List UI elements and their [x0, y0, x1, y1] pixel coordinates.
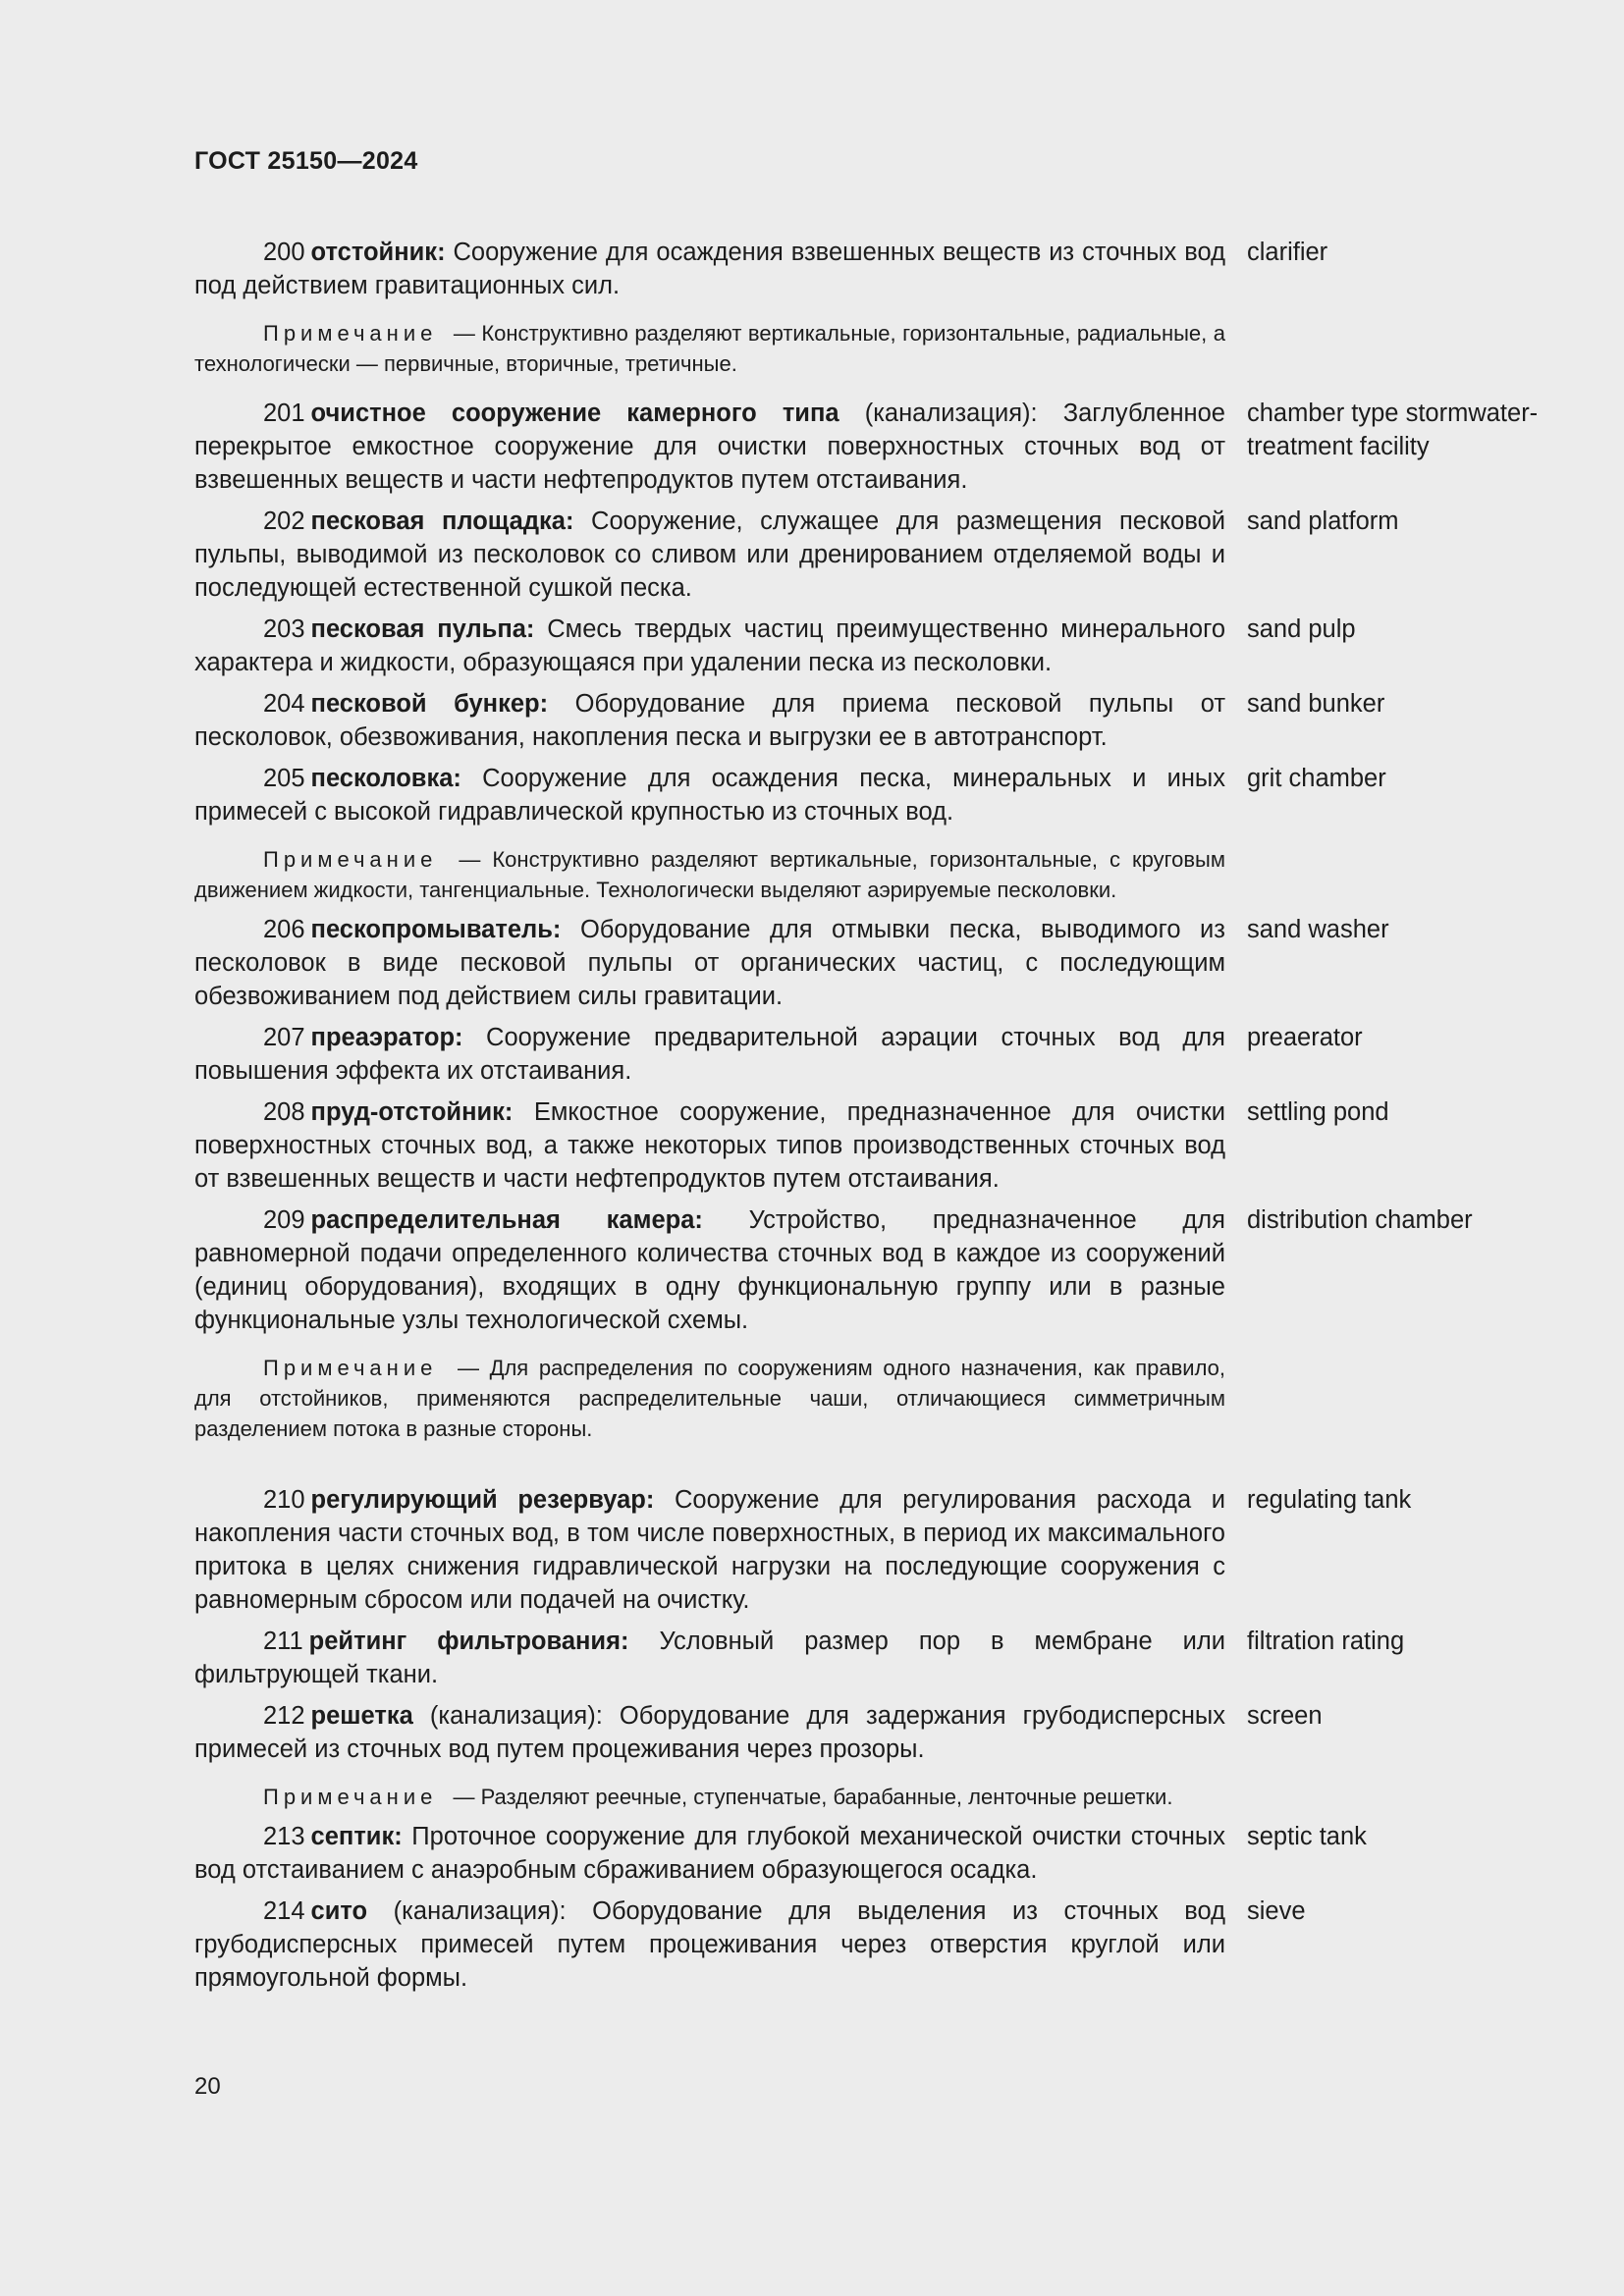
term-entry [194, 1625, 1589, 1691]
term-definition [194, 1699, 1225, 1766]
english-equivalent: settling pond [1247, 1098, 1389, 1126]
term-definition [194, 613, 1225, 679]
english-equivalent: septic tank [1247, 1823, 1367, 1850]
english-equivalent: filtration rating [1247, 1628, 1405, 1655]
term-entry [194, 1203, 1589, 1337]
term-entry [194, 613, 1589, 679]
english-equivalent: screen [1247, 1702, 1323, 1730]
term-definition-text: Проточное сооружение для глубокой механической очистки сточных вод отстаиванием с анаэробным сбраживанием образующегося осадка. [194, 1823, 1225, 1884]
term-entry [194, 913, 1589, 1013]
document-header: ГОСТ 25150—2024 [194, 147, 418, 175]
term-name: распределительная камера: [310, 1206, 703, 1234]
term-definition-text: Сооружение предварительной аэрации сточных вод для повышения эффекта их отстаивания. [194, 1024, 1225, 1085]
term-definition-text: Оборудование для отмывки песка, выводимого из песколовок в виде песковой пульпы от органических частиц, с последующим обезвоживанием под действием силы гравитации. [194, 916, 1225, 1010]
term-definition [194, 762, 1225, 828]
term-name: решетка [310, 1702, 413, 1730]
term-definition-text: (канализация): Оборудование для выделения из сточных вод грубодисперсных примесей путем процеживания через отверстия круглой или прямоугольной формы. [194, 1897, 1225, 1992]
term-number: 204 [263, 690, 305, 718]
term-definition-text: Смесь твердых частиц преимущественно минерального характера и жидкости, образующаяся при удалении песка из песколовки. [194, 615, 1225, 676]
english-equivalent: distribution chamber [1247, 1206, 1473, 1234]
note-label: Примечание [263, 1356, 438, 1380]
term-definition [194, 1203, 1225, 1337]
term-name: преаэратор: [310, 1024, 463, 1051]
note-body: — Разделяют реечные, ступенчатые, барабанные, ленточные решетки. [447, 1785, 1173, 1809]
term-number: 213 [263, 1823, 305, 1850]
term-name: септик: [310, 1823, 403, 1850]
note-text [194, 1782, 1225, 1812]
english-equivalent: sieve [1247, 1897, 1306, 1925]
term-number: 203 [263, 615, 305, 643]
note [194, 1782, 1589, 1812]
term-name: песколовка: [310, 765, 461, 792]
english-equivalent: sand platform [1247, 507, 1399, 535]
term-number: 205 [263, 765, 305, 792]
term-definition [194, 505, 1225, 605]
term-definition [194, 913, 1225, 1013]
english-equivalent: sand bunker [1247, 690, 1385, 718]
term-number: 200 [263, 239, 305, 266]
term-definition [194, 397, 1225, 497]
term-definition [194, 1095, 1225, 1196]
note-label: Примечание [263, 847, 438, 872]
term-number: 206 [263, 916, 305, 943]
page-number: 20 [194, 2073, 221, 2100]
term-entry [194, 236, 1589, 302]
term-definition-text: Условный размер пор в мембране или фильтрующей ткани. [194, 1628, 1225, 1688]
term-entry [194, 1699, 1589, 1766]
note-body: — Для распределения по сооружениям одного назначения, как правило, для отстойников, применяются распределительные чаши, отличающиеся симметричным разделением потока в разные стороны. [194, 1356, 1225, 1441]
note-body: — Конструктивно разделяют вертикальные, горизонтальные, радиальные, а технологически — первичные, вторичные, третичные. [194, 321, 1225, 376]
term-entry [194, 1483, 1589, 1617]
term-name: рейтинг фильтрования: [308, 1628, 629, 1655]
note [194, 318, 1589, 379]
term-definition-text: Оборудование для приема песковой пульпы от песколовок, обезвоживания, накопления песка и выгрузки ее в автотранспорт. [194, 690, 1225, 751]
term-name: сито [310, 1897, 368, 1925]
english-equivalent: sand pulp [1247, 615, 1356, 643]
term-definition [194, 1483, 1225, 1617]
term-number: 212 [263, 1702, 305, 1730]
note-text [194, 318, 1225, 379]
term-entry [194, 1095, 1589, 1196]
note [194, 1353, 1589, 1444]
term-entry [194, 1820, 1589, 1887]
english-equivalent: preaerator [1247, 1024, 1363, 1051]
term-number: 202 [263, 507, 305, 535]
note-text [194, 1353, 1225, 1444]
term-definition [194, 1895, 1225, 1995]
term-number: 201 [263, 400, 305, 427]
english-equivalent: sand washer [1247, 916, 1389, 943]
english-equivalent: chamber type stormwater-treatment facility [1247, 400, 1539, 460]
term-name: регулирующий резервуар: [310, 1486, 655, 1514]
term-definition-text: Сооружение для осаждения взвешенных веществ из сточных вод под действием гравитационных сил. [194, 239, 1225, 299]
term-definition [194, 1820, 1225, 1887]
note-label: Примечание [263, 1785, 438, 1809]
term-definition [194, 236, 1225, 302]
term-entry [194, 1021, 1589, 1088]
note-label: Примечание [263, 321, 438, 346]
term-entry [194, 1895, 1589, 1995]
term-entry [194, 505, 1589, 605]
term-entry [194, 687, 1589, 754]
term-definition-text: Сооружение, служащее для размещения песковой пульпы, выводимой из песколовок со сливом или дренированием отделяемой воды и последующей естественной сушкой песка. [194, 507, 1226, 602]
terms-list [194, 236, 1589, 1995]
term-number: 211 [263, 1628, 303, 1655]
term-name: песковая пульпа: [310, 615, 535, 643]
english-equivalent: regulating tank [1247, 1486, 1412, 1514]
term-definition-text: (канализация): Оборудование для задержания грубодисперсных примесей из сточных вод путем процеживания через прозоры. [194, 1702, 1225, 1763]
term-definition-text: Устройство, предназначенное для равномерной подачи определенного количества сточных вод в каждое из сооружений (единиц оборудования), входящих в одну функциональную группу или в разные функциональные узлы технологической схемы. [194, 1206, 1225, 1334]
term-number: 210 [263, 1486, 305, 1514]
note-body: — Конструктивно разделяют вертикальные, горизонтальные, с круговым движением жидкости, тангенциальные. Технологически выделяют аэрируемые песколовки. [194, 847, 1225, 902]
term-name: пескопромыватель: [310, 916, 562, 943]
term-definition [194, 1021, 1225, 1088]
term-definition [194, 1625, 1225, 1691]
term-name: песковая площадка: [310, 507, 574, 535]
term-definition-text: Емкостное сооружение, предназначенное для очистки поверхностных сточных вод, а также некоторых типов производственных сточных вод от взвешенных веществ и части нефтепродуктов путем отстаивания. [194, 1098, 1225, 1193]
term-number: 207 [263, 1024, 305, 1051]
english-equivalent: clarifier [1247, 239, 1328, 266]
term-name: отстойник: [310, 239, 446, 266]
term-name: очистное сооружение камерного типа [310, 400, 839, 427]
term-name: песковой бункер: [310, 690, 549, 718]
term-definition-text: Сооружение для регулирования расхода и накопления части сточных вод, в том числе поверхностных, в период их максимального притока в целях снижения гидравлической нагрузки на последующие сооружения с равномерным сбросом или подачей на очистку. [194, 1486, 1226, 1614]
term-definition-text: (канализация): Заглубленное перекрытое емкостное сооружение для очистки поверхностных сточных вод от взвешенных веществ и части нефтепродуктов путем отстаивания. [194, 400, 1225, 494]
term-number: 209 [263, 1206, 305, 1234]
note [194, 844, 1589, 905]
term-number: 208 [263, 1098, 305, 1126]
english-equivalent: grit chamber [1247, 765, 1386, 792]
term-entry [194, 397, 1589, 497]
term-definition [194, 687, 1225, 754]
term-definition-text: Сооружение для осаждения песка, минеральных и иных примесей с высокой гидравлической крупностью из сточных вод. [194, 765, 1225, 826]
note-text [194, 844, 1225, 905]
term-entry [194, 762, 1589, 828]
term-number: 214 [263, 1897, 305, 1925]
term-name: пруд-отстойник: [310, 1098, 514, 1126]
